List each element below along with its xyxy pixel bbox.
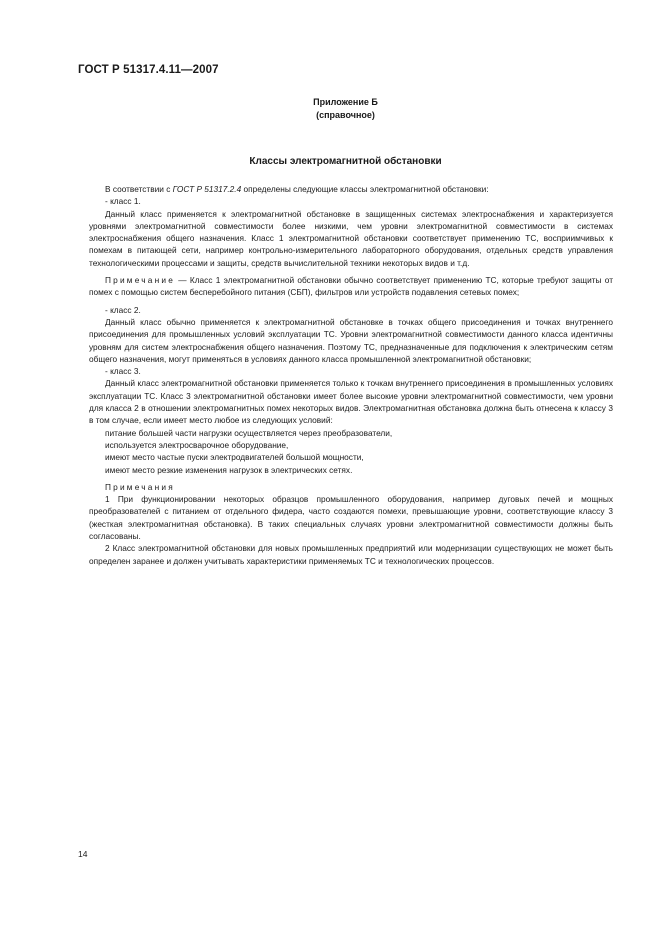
condition-item: питание большей части нагрузки осуществляется через преобразователи, bbox=[105, 427, 393, 438]
standard-reference: ГОСТ Р 51317.2.4 bbox=[172, 184, 242, 194]
note-item: 2 Класс электромагнитной обстановки для новых промышленных предприятий или модернизации существующих не может быть определен заранее и должен учитывать характеристики применяемых ТС и технологических процессов. bbox=[89, 543, 613, 566]
note1-text: — Класс 1 электромагнитной обстановки обычно соответствует применению ТС, которые требуют защиты от помех с помощью систем бесперебойного питания (СБП), фильтров или устройств подавления сетевых помех; bbox=[89, 275, 613, 298]
class3-label: - класс 3. bbox=[105, 366, 141, 377]
class2-description: Данный класс обычно применяется к электромагнитной обстановке в точках общего присоединения и точках внутреннего присоединения для промышленных условий эксплуатации ТС. Уровни электромагнитной совместимости данного класса идентичны уровням для систем электроснабжения общего назначения. Поэтому ТС, предназначенные для подключения к электрическим сетям общего назначения, могут применяться в условиях данного класса промышленной электромагнитной обстановки; bbox=[89, 316, 613, 364]
document-id: ГОСТ Р 51317.4.11—2007 bbox=[78, 64, 219, 76]
class3-description: Данный класс электромагнитной обстановки применяется только к точкам внутреннего присоединения в промышленных условиях эксплуатации ТС. Класс 3 электромагнитной обстановки имеет более высокие уровни электромагнитной совместимости, чем уровни для класса 2 в отношении электромагнитных помех некоторых видов. Электромагнитная обстановка должна быть отнесена к классу 3 в том случае, если имеет место любое из следующих условий: bbox=[89, 378, 613, 426]
intro-paragraph: В соответствии с ГОСТ Р 51317.2.4 определены следующие классы электромагнитной обстановки: bbox=[105, 184, 489, 194]
note1 bbox=[89, 274, 613, 299]
condition-item: имеют место резкие изменения нагрузок в электрических сетях. bbox=[105, 464, 353, 475]
annex-heading bbox=[0, 96, 661, 122]
section-title-text: Классы электромагнитной обстановки bbox=[249, 156, 442, 167]
annex-label: Приложение Б bbox=[313, 97, 378, 107]
note-item: 1 При функционировании некоторых образцов промышленного оборудования, например дуговых печей и мощных преобразователей с питанием от отдельного фидера, часто создаются помехи, превышающие уровни, соответствующие классу 3 (жесткая электромагнитная обстановка). В таких специальных случаях уровни электромагнитной совместимости должны быть согласованы. bbox=[89, 494, 613, 542]
note1-label: Примечание bbox=[105, 275, 176, 286]
class1-description: Данный класс применяется к электромагнитной обстановке в защищенных системах электроснабжения и характеризуется уровнями электромагнитной совместимости более низкими, чем уровни электромагнитной совместимости в системах электроснабжения общего назначения. Класс 1 электромагнитной обстановки соответствует применению ТС, восприимчивых к помехам в питающей сети, например контрольно-измерительного лабораторного оборудования, отдельных средств управления технологическими процессами и защиты, средств вычислительной техники некоторых видов и т.д. bbox=[89, 208, 613, 268]
annex-type: (справочное) bbox=[316, 110, 375, 120]
document-body bbox=[89, 183, 613, 567]
section-title bbox=[0, 156, 661, 167]
condition-item: имеют место частые пуски электродвигателей большой мощности, bbox=[105, 452, 364, 463]
condition-item: используется электросварочное оборудование, bbox=[105, 439, 289, 450]
class1-label: - класс 1. bbox=[105, 196, 141, 207]
notes-label: Примечания bbox=[105, 481, 175, 492]
class2-label: - класс 2. bbox=[105, 304, 141, 315]
page-number: 14 bbox=[78, 849, 88, 859]
